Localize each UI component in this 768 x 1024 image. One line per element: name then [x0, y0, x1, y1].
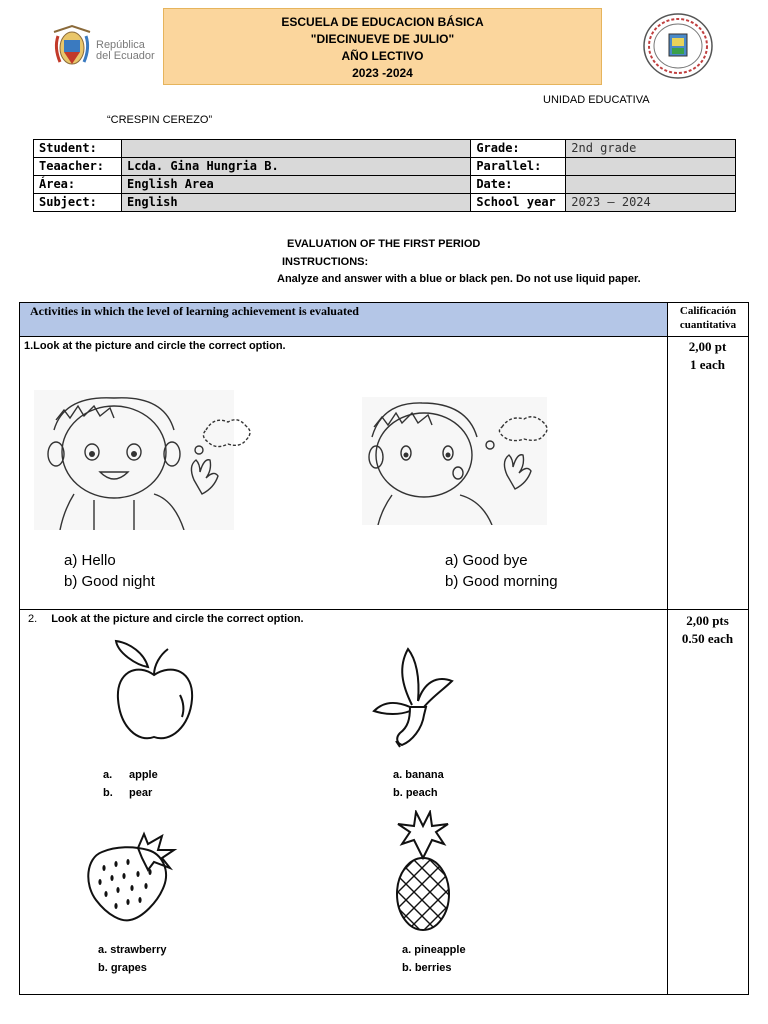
- boy-talking-illustration: [362, 397, 552, 525]
- area-field[interactable]: English Area: [121, 176, 470, 194]
- info-row: [34, 176, 736, 194]
- pineapple-icon: [392, 810, 454, 932]
- question-1-left-options: [64, 550, 155, 592]
- area-label: Área:: [34, 176, 122, 194]
- unidad-educativa-label: UNIDAD EDUCATIVA: [543, 94, 650, 106]
- banana-options: [393, 766, 444, 802]
- grade-label: Grade:: [471, 140, 566, 158]
- pineapple-options: [402, 941, 466, 977]
- question-1-score: 2,00 pt 1 each: [688, 339, 727, 372]
- strawberry-options: [98, 941, 166, 977]
- instructions-heading: INSTRUCTIONS:: [282, 256, 369, 268]
- option-banana[interactable]: a. banana: [393, 769, 444, 781]
- option-strawberry[interactable]: a. strawberry: [98, 944, 167, 956]
- info-row: [34, 158, 736, 176]
- school-year-label: AÑO LECTIVO: [341, 49, 424, 63]
- apple-icon: [108, 637, 200, 747]
- apple-options: [103, 766, 158, 802]
- crespin-cerezo-label: “CRESPIN CEREZO”: [107, 114, 213, 126]
- school-name-box: [163, 8, 602, 85]
- info-row: [34, 194, 736, 212]
- parallel-label: Parallel:: [471, 158, 566, 176]
- school-subname: "DIECINUEVE DE JULIO": [310, 32, 455, 46]
- option-good-night[interactable]: b) Good night: [64, 573, 155, 590]
- student-info-table: [33, 139, 736, 212]
- option-berries[interactable]: b. berries: [402, 962, 452, 974]
- score-header: Calificación cuantitativa: [667, 303, 748, 337]
- teacher-label: Teaacher:: [34, 158, 122, 176]
- subject-field[interactable]: English: [121, 194, 470, 212]
- subject-label: Subject:: [34, 194, 122, 212]
- school-name: ESCUELA DE EDUCACION BÁSICA: [281, 15, 484, 29]
- question-2-score: 2,00 pts 0.50 each: [681, 613, 734, 646]
- option-good-bye[interactable]: a) Good bye: [445, 552, 528, 569]
- instructions-text: Analyze and answer with a blue or black pen. Do not use liquid paper.: [277, 273, 641, 285]
- evaluation-title: EVALUATION OF THE FIRST PERIOD: [287, 238, 481, 250]
- row-divider: [20, 609, 748, 610]
- school-year-info-label: School year: [471, 194, 566, 212]
- option-pineapple[interactable]: a. pineapple: [402, 944, 466, 956]
- column-divider: [667, 337, 668, 994]
- option-pear[interactable]: b. pear: [103, 787, 153, 799]
- question-1-right-options: [445, 550, 558, 592]
- question-1-prompt: 1.Look at the picture and circle the correct option.: [24, 340, 286, 352]
- student-field[interactable]: [121, 140, 470, 158]
- question-2-prompt: 2. Look at the picture and circle the correct option.: [28, 613, 304, 625]
- info-row: [34, 140, 736, 158]
- date-field[interactable]: [566, 176, 736, 194]
- school-year: 2023 -2024: [352, 66, 413, 80]
- option-good-morning[interactable]: b) Good morning: [445, 573, 558, 590]
- date-label: Date:: [471, 176, 566, 194]
- banana-icon: [372, 645, 462, 750]
- student-label: Student:: [34, 140, 122, 158]
- option-grapes[interactable]: b. grapes: [98, 962, 147, 974]
- boy-waving-hello-illustration: [34, 390, 254, 530]
- parallel-field[interactable]: [566, 158, 736, 176]
- school-year-field[interactable]: 2023 – 2024: [566, 194, 736, 212]
- option-peach[interactable]: b. peach: [393, 787, 438, 799]
- strawberry-icon: [82, 828, 178, 924]
- teacher-field[interactable]: Lcda. Gina Hungria B.: [121, 158, 470, 176]
- grade-field[interactable]: 2nd grade: [566, 140, 736, 158]
- option-hello[interactable]: a) Hello: [64, 552, 116, 569]
- option-apple[interactable]: a. apple: [103, 769, 158, 781]
- gov-logo-text: República del Ecuador: [96, 39, 155, 62]
- activities-header: Activities in which the level of learning achievement is evaluated: [30, 304, 359, 318]
- school-seal-icon: [642, 12, 714, 80]
